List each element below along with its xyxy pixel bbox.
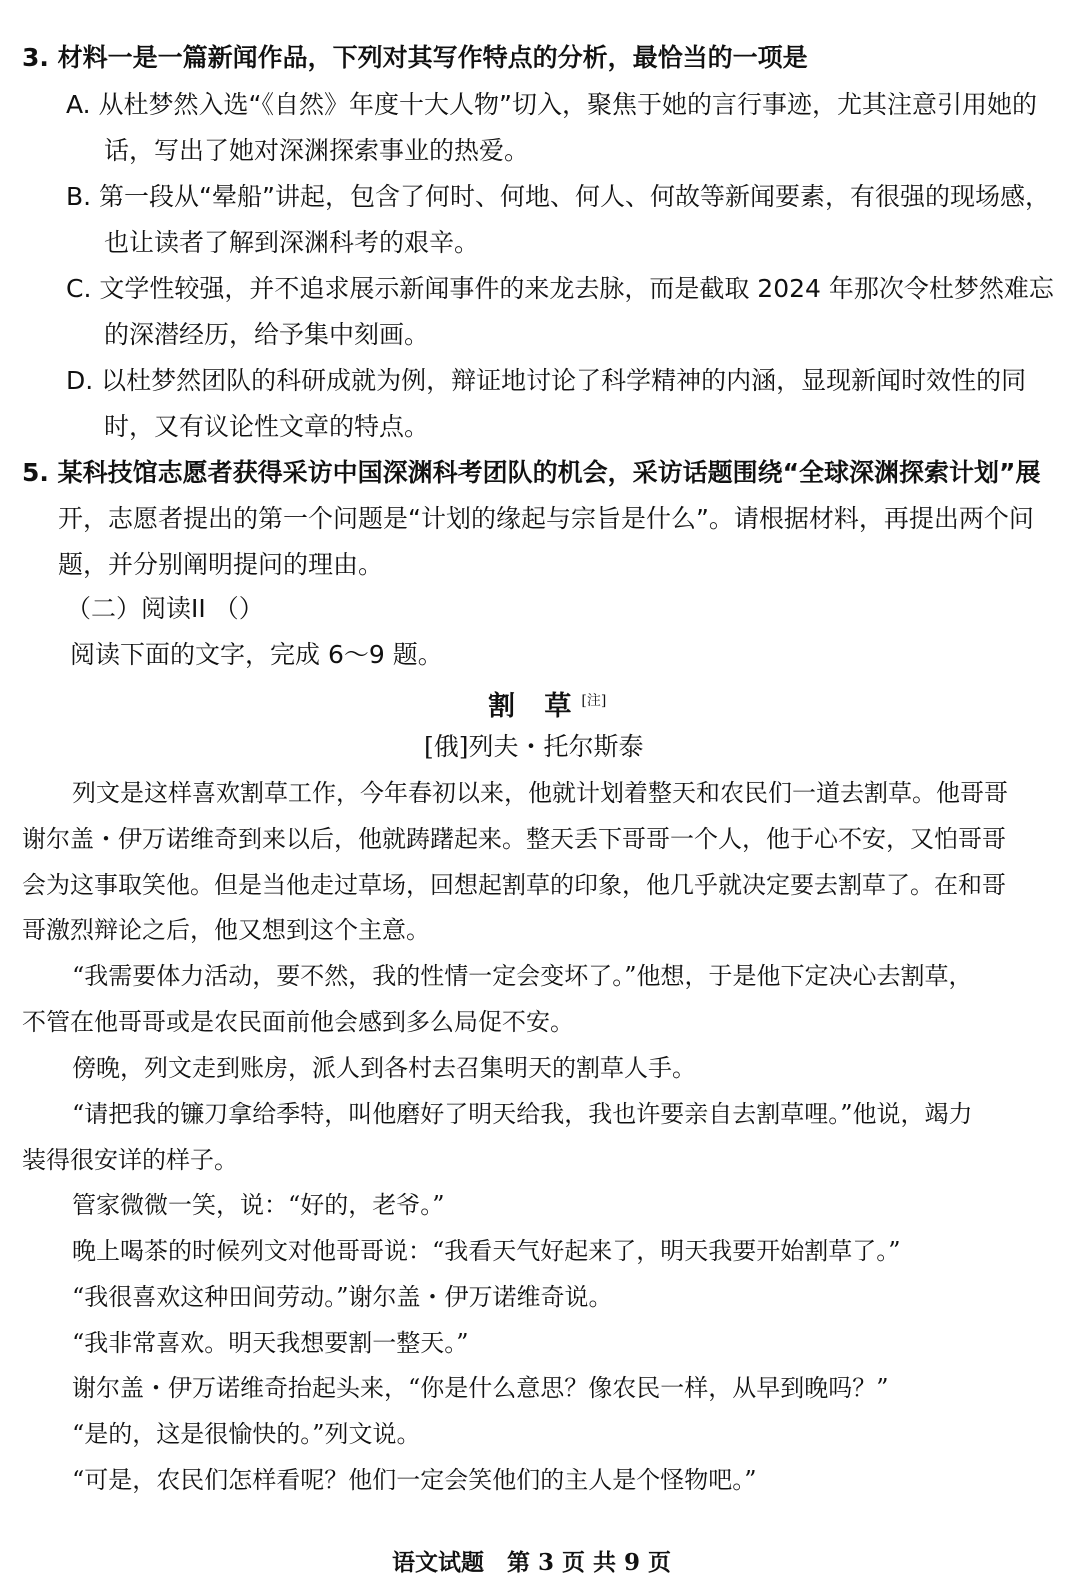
story-author: [俄]列夫・托尔斯泰 [424,732,644,761]
section-instruction: 阅读下面的文字，完成 6～9 题。 [70,640,443,669]
question-5-line-3: 题，并分别阐明提问的理由。 [58,550,384,579]
page-footer: 语文试题 第 3 页 共 9 页 [392,1549,672,1576]
question-5-line-2: 开，志愿者提出的第一个问题是“计划的缘起与宗旨是什么”。请根据材料，再提出两个问 [58,504,1034,533]
story-line: “我需要体力活动，要不然，我的性情一定会变坏了。”他想，于是他下定决心去割草， [72,962,973,990]
story-line: 谢尔盖・伊万诺维奇到来以后，他就踌躇起来。整天丢下哥哥一个人，他于心不安，又怕哥哥 [22,825,1006,853]
story-line: “可是，农民们怎样看呢？他们一定会笑他们的主人是个怪物吧。” [72,1466,757,1494]
story-line: 会为这事取笑他。但是当他走过草场，回想起割草的印象，他几乎就决定要去割草了。在和哥 [22,871,1006,899]
story-title-text: 割 草 [488,691,582,722]
section-heading: （二）阅读II （） [66,594,264,623]
story-line: “我很喜欢这种田间劳动。”谢尔盖・伊万诺维奇说。 [72,1283,613,1311]
story-title [488,686,606,722]
story-line: 列文是这样喜欢割草工作，今年春初以来，他就计划着整天和农民们一道去割草。他哥哥 [72,779,1008,807]
question-3-stem: 3. 材料一是一篇新闻作品，下列对其写作特点的分析，最恰当的一项是 [22,43,808,72]
question-5-line-1: 5. 某科技馆志愿者获得采访中国深渊科考团队的机会，采访话题围绕“全球深渊探索计划”展 [22,458,1041,487]
option-c-line-1: C. 文学性较强，并不追求展示新闻事件的来龙去脉，而是截取 2024 年那次令杜梦然难忘 [66,274,1054,303]
story-line: 晚上喝茶的时候列文对他哥哥说：“我看天气好起来了，明天我要开始割草了。” [72,1237,901,1265]
story-line: 谢尔盖・伊万诺维奇抬起头来，“你是什么意思？像农民一样，从早到晚吗？” [72,1374,889,1402]
option-b-line-2: 也让读者了解到深渊科考的艰辛。 [104,228,480,257]
option-d-line-2: 时，又有议论性文章的特点。 [104,412,430,441]
story-line: “我非常喜欢。明天我想要割一整天。” [72,1329,469,1357]
option-b-line-1: B. 第一段从“晕船”讲起，包含了何时、何地、何人、何故等新闻要素，有很强的现场感， [66,182,1050,211]
story-line: “是的，这是很愉快的。”列文说。 [72,1420,421,1448]
option-a-line-2: 话，写出了她对深渊探索事业的热爱。 [104,136,530,165]
story-title-note: [注] [581,693,607,709]
option-a-line-1: A. 从杜梦然入选“《自然》年度十大人物”切入，聚焦于她的言行事迹，尤其注意引用她的 [66,90,1037,119]
option-c-line-2: 的深潜经历，给予集中刻画。 [104,320,430,349]
story-line: 傍晚，列文走到账房，派人到各村去召集明天的割草人手。 [72,1054,696,1082]
story-line: 管家微微一笑，说：“好的，老爷。” [72,1191,445,1219]
story-line: 不管在他哥哥或是农民面前他会感到多么局促不安。 [22,1008,574,1036]
story-line: 哥激烈辩论之后，他又想到这个主意。 [22,916,430,944]
story-line: “请把我的镰刀拿给季特，叫他磨好了明天给我，我也许要亲自去割草哩。”他说，竭力 [72,1100,973,1128]
story-line: 装得很安详的样子。 [22,1146,238,1174]
option-d-line-1: D. 以杜梦然团队的科研成就为例，辩证地讨论了科学精神的内涵，显现新闻时效性的同 [66,366,1027,395]
